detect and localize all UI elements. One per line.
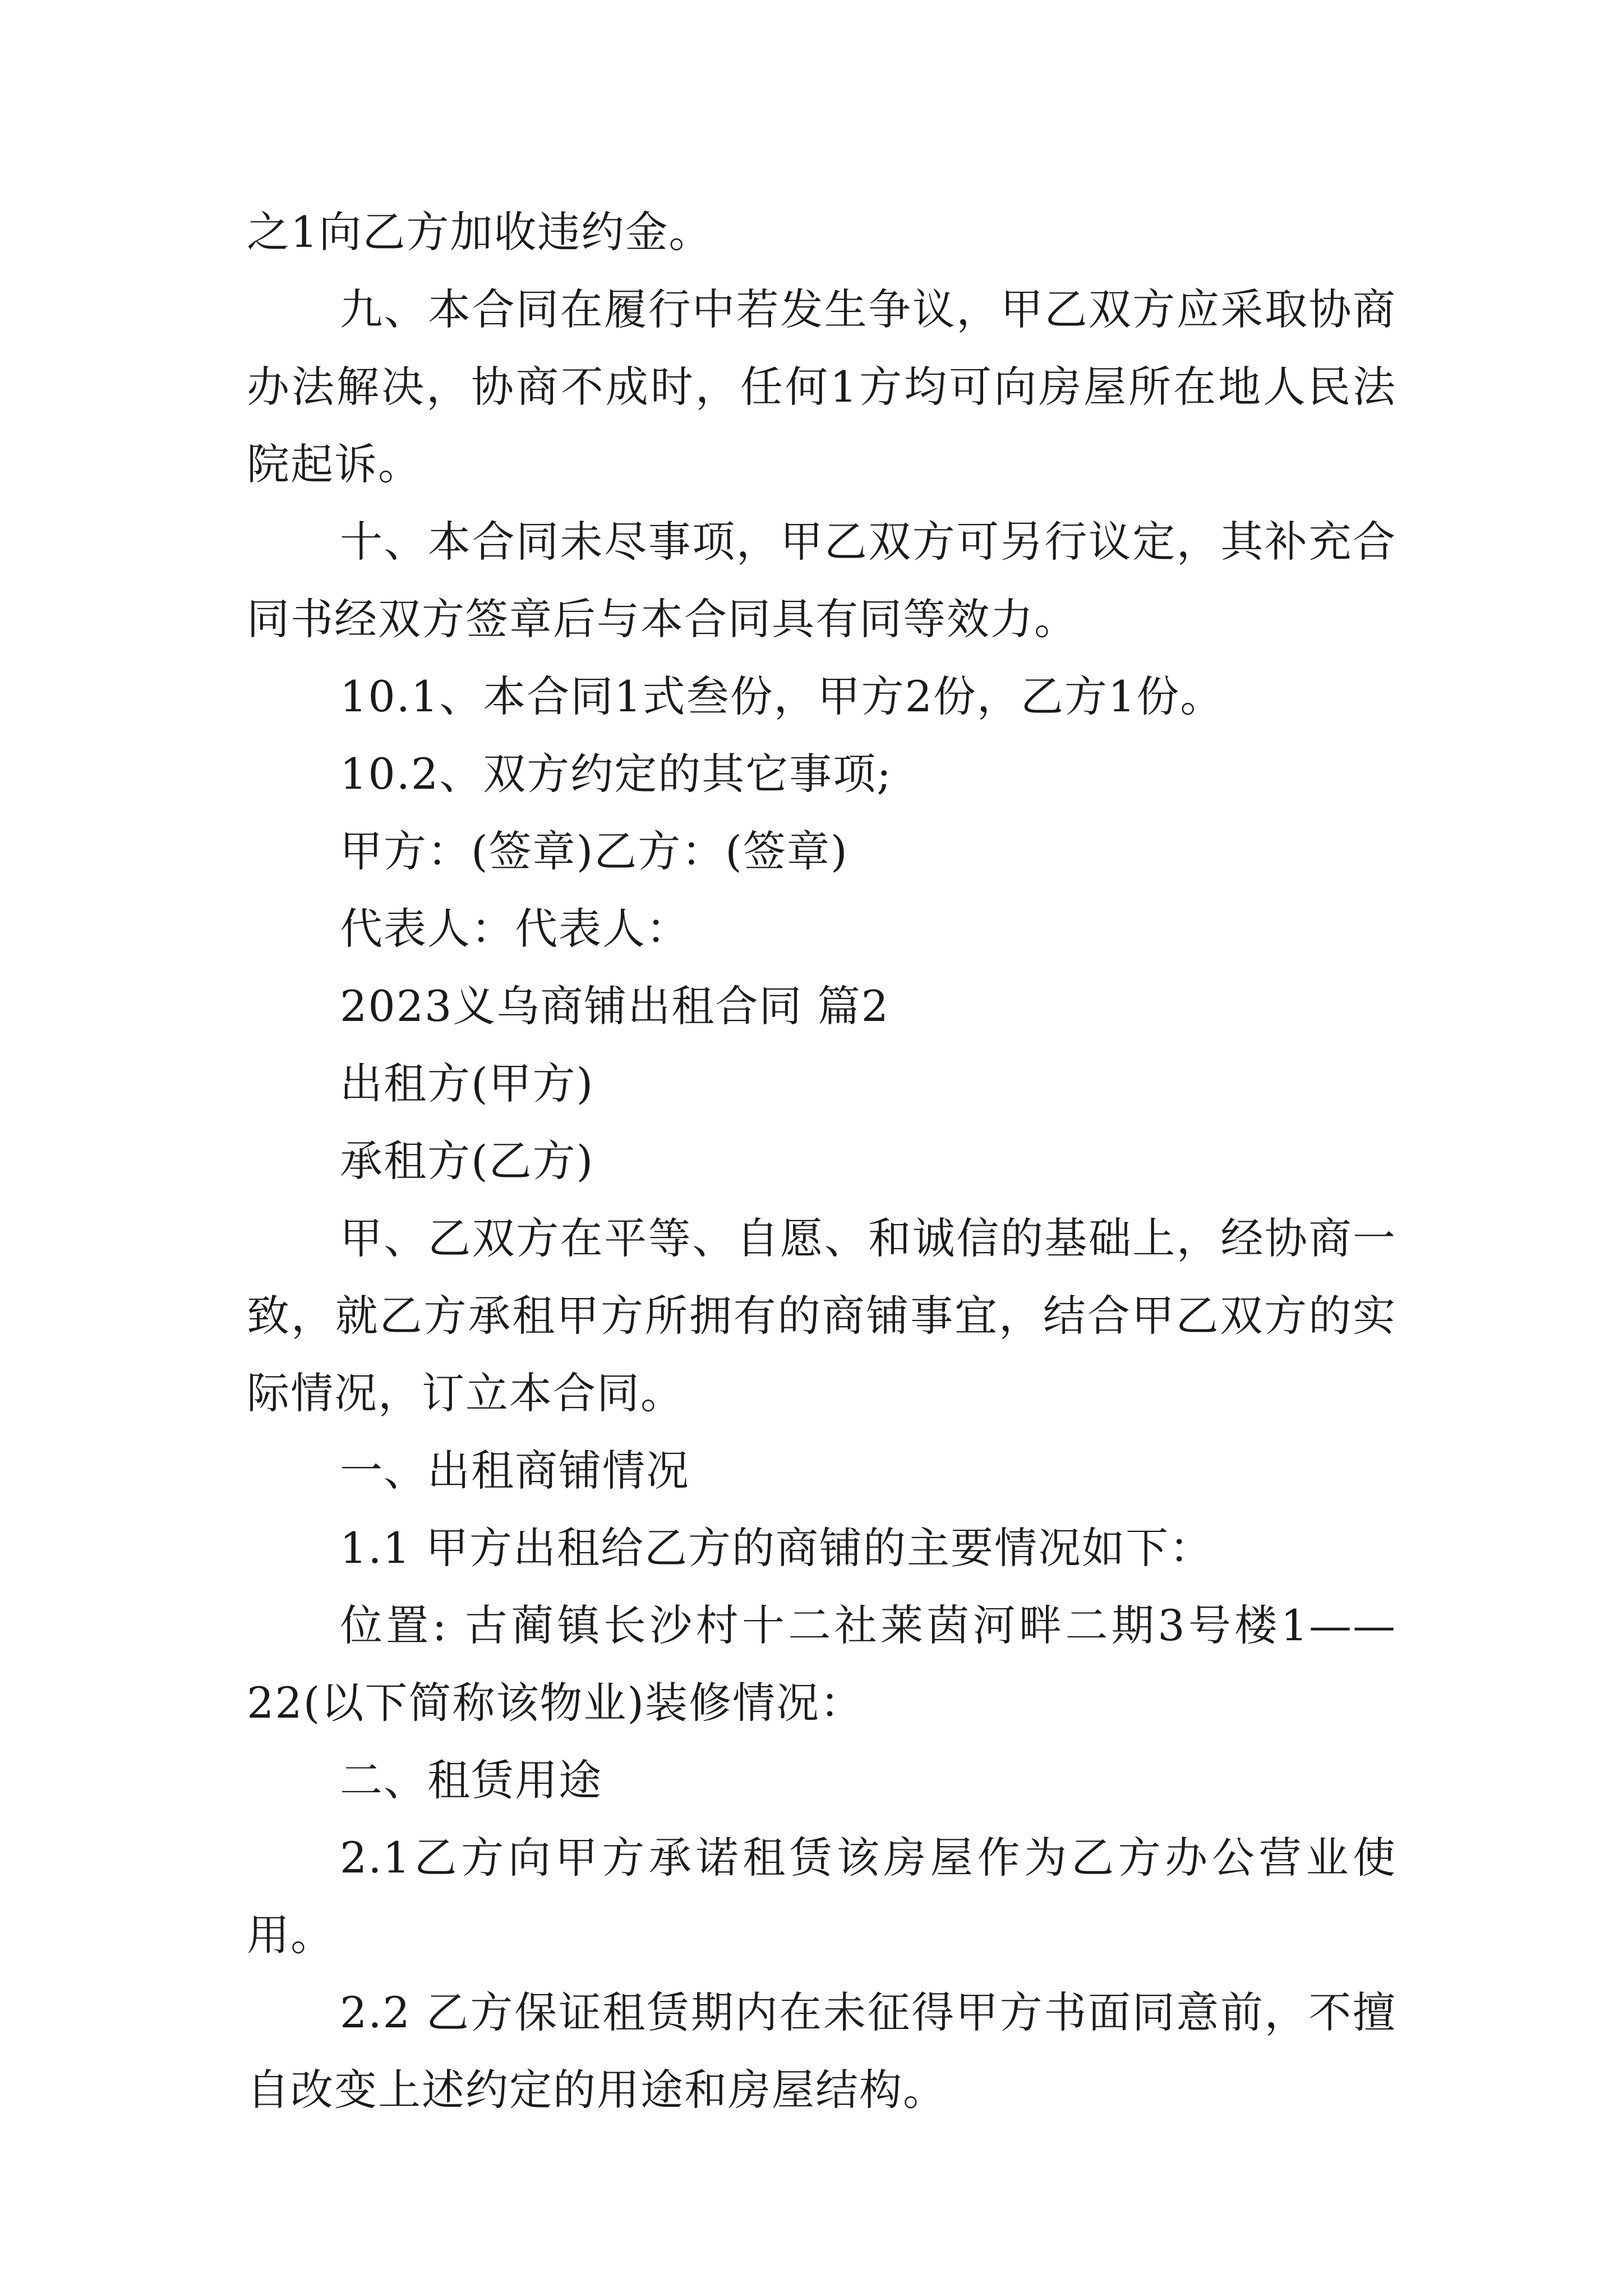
paragraph-lessee: 承租方(乙方) xyxy=(340,1136,594,1186)
paragraph-lessor: 出租方(甲方) xyxy=(340,1059,594,1108)
heading-shop-info: 一、出租商铺情况 xyxy=(340,1446,690,1496)
document-page xyxy=(247,194,1396,2129)
paragraph-clause-2-1: 2.1乙方向甲方承诺租赁该房屋作为乙方办公营业使用。 xyxy=(247,1833,1396,1960)
paragraph-clause-10: 十、本合同未尽事项，甲乙双方可另行议定，其补充合同书经双方签章后与本合同具有同等效力。 xyxy=(247,517,1396,644)
paragraph-clause-2-2: 2.2 乙方保证租赁期内在未征得甲方书面同意前，不擅自改变上述约定的用途和房屋结构。 xyxy=(247,1987,1396,2115)
section-title-part-2: 2023义乌商铺出租合同 篇2 xyxy=(340,981,889,1031)
paragraph-representatives: 代表人：代表人： xyxy=(340,904,690,954)
paragraph-clause-10-2: 10.2、双方约定的其它事项; xyxy=(340,749,892,799)
paragraph-location: 位置: 古蔺镇长沙村十二社莱茵河畔二期3号楼1——22(以下简称该物业)装修情况： xyxy=(247,1600,1396,1728)
paragraph-penalty-end: 之1向乙方加收违约金。 xyxy=(247,207,713,257)
paragraph-clause-9: 九、本合同在履行中若发生争议，甲乙双方应采取协商办法解决，协商不成时，任何1方均可向房屋所在地人民法院起诉。 xyxy=(247,284,1396,489)
paragraph-preamble: 甲、乙双方在平等、自愿、和诚信的基础上，经协商一致，就乙方承租甲方所拥有的商铺事宜，结合甲乙双方的实际情况，订立本合同。 xyxy=(247,1213,1396,1418)
heading-lease-purpose: 二、租赁用途 xyxy=(340,1755,602,1805)
paragraph-clause-10-1: 10.1、本合同1式叁份，甲方2份，乙方1份。 xyxy=(340,671,1224,721)
paragraph-clause-1-1: 1.1 甲方出租给乙方的商铺的主要情况如下： xyxy=(340,1523,1214,1573)
paragraph-signatures: 甲方：(签章)乙方：(签章) xyxy=(340,826,849,876)
